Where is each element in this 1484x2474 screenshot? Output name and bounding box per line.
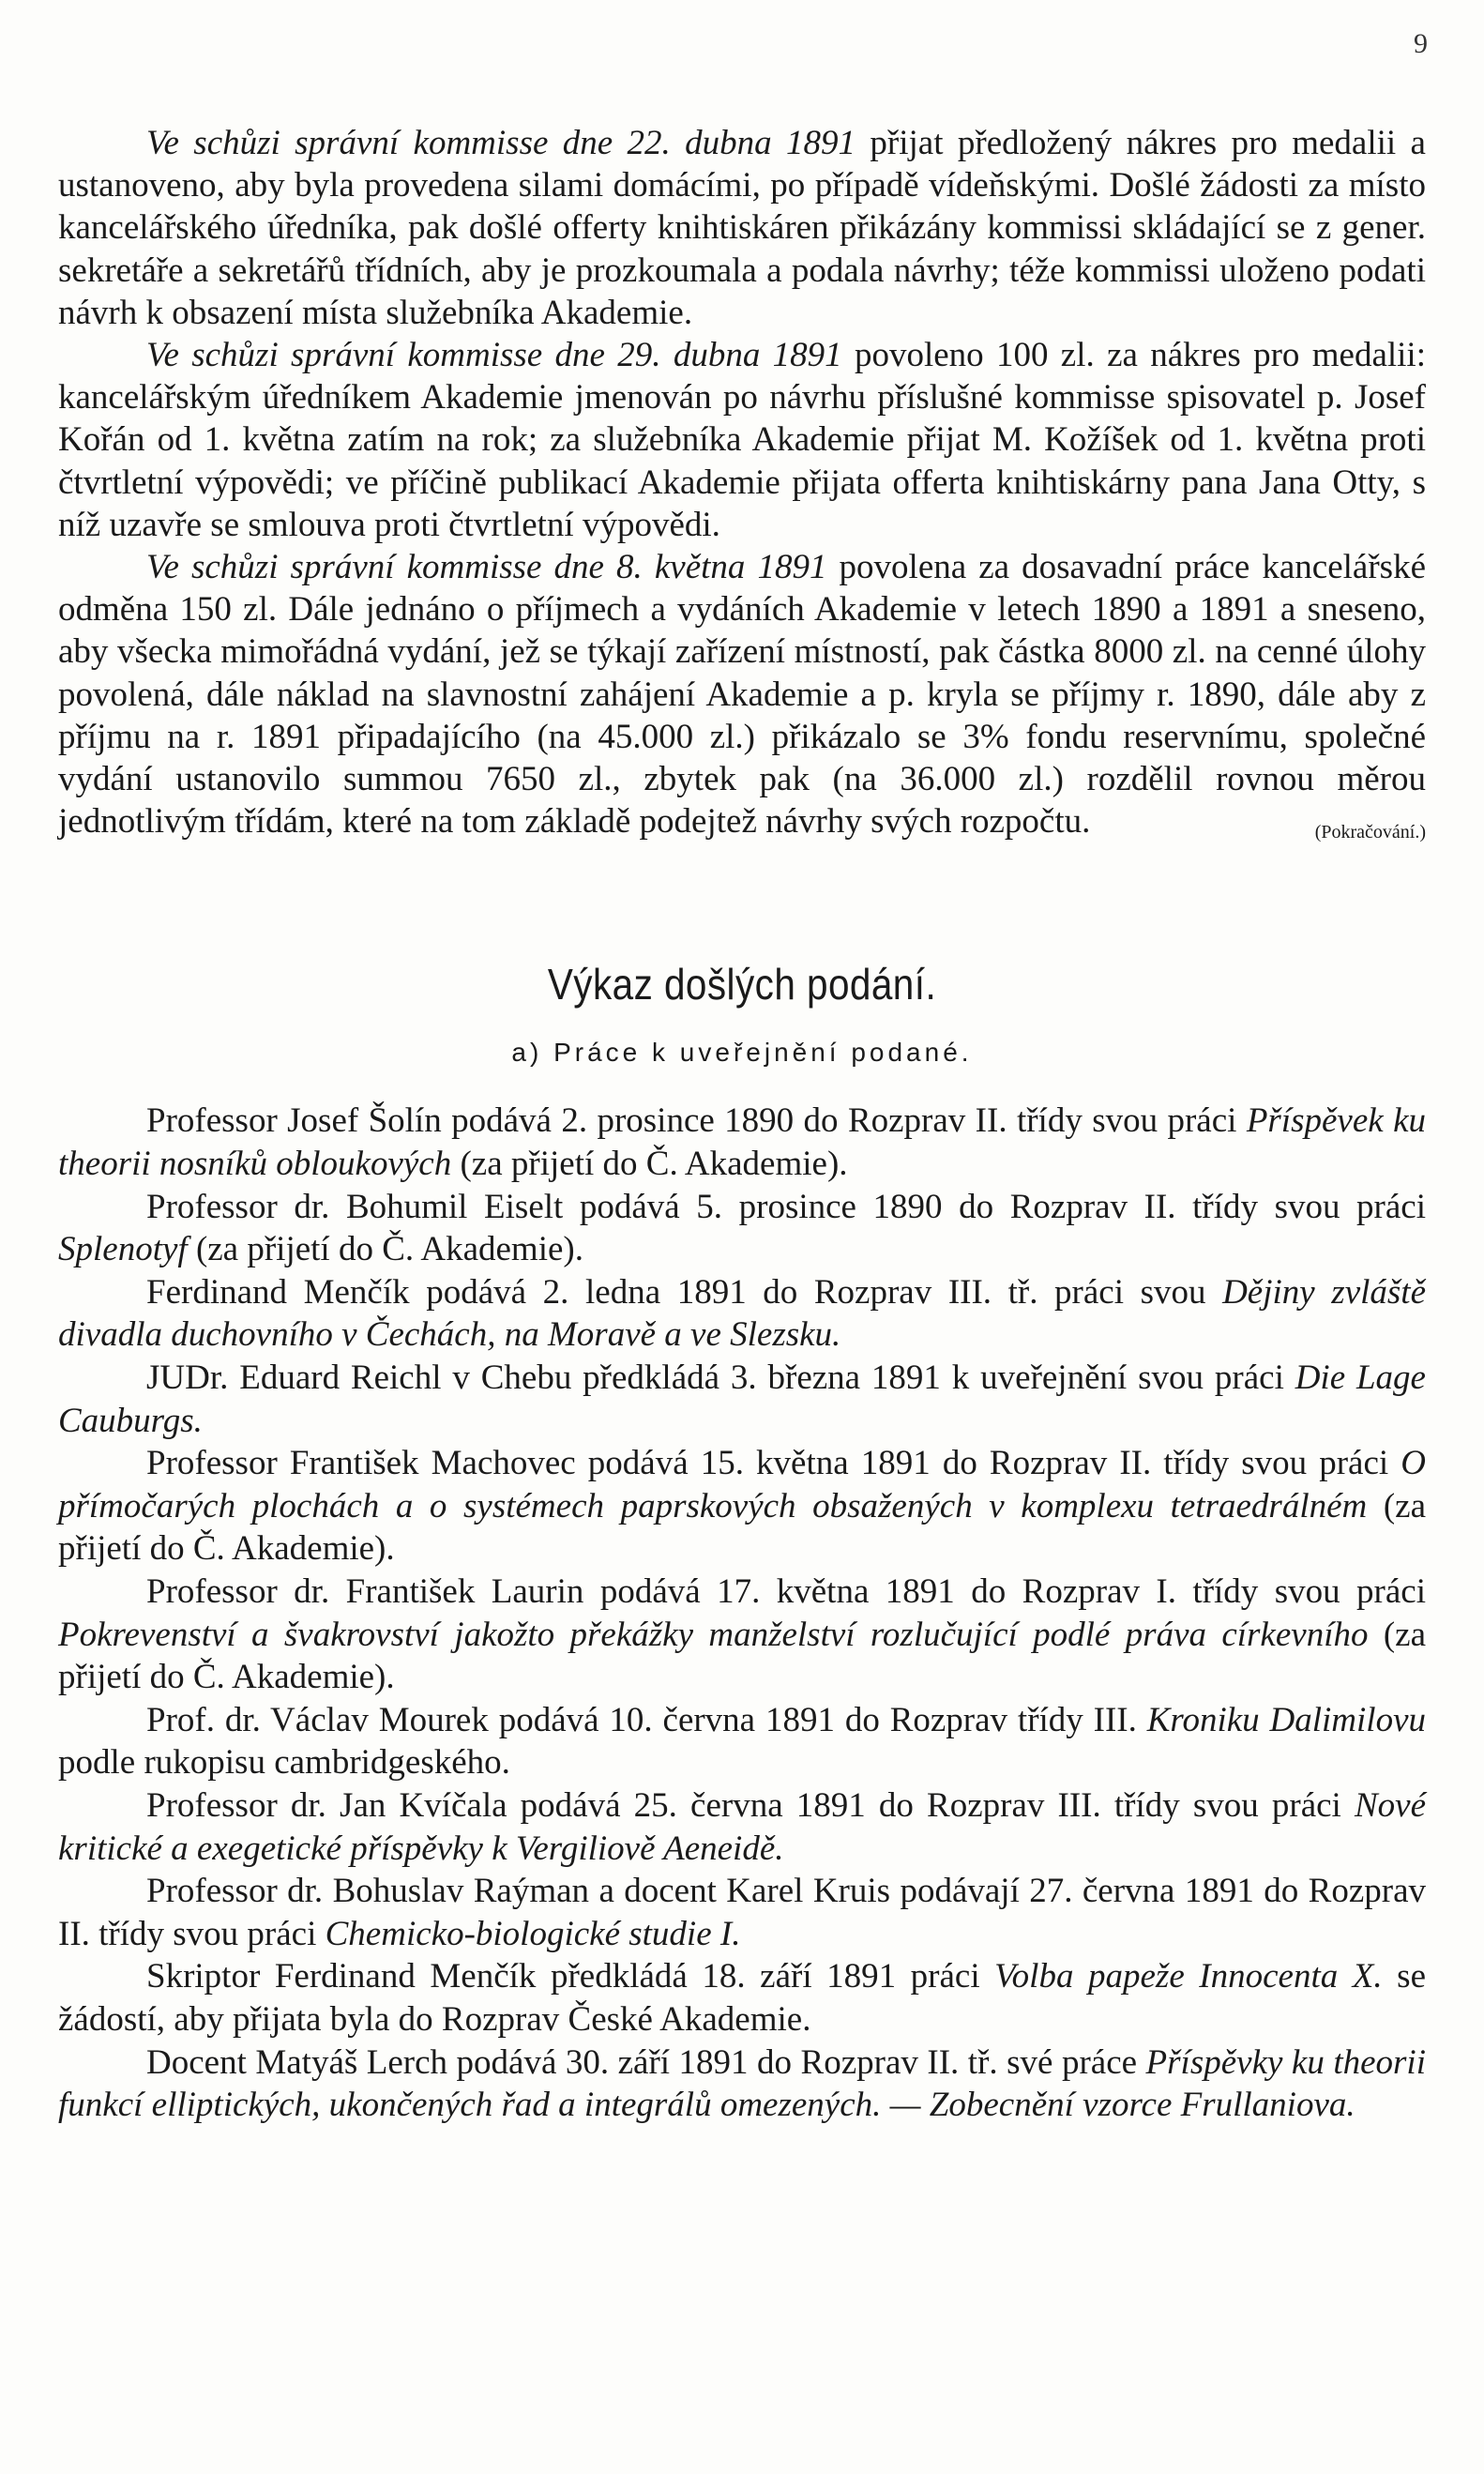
entry-title: Příspěvek ku theorii nosníků obloukových — [58, 1101, 1427, 1184]
minutes-paragraph — [58, 334, 1426, 546]
meeting-date: Ve schůzi správní kommisse dne 22. dubna 1891 — [146, 124, 856, 162]
entry-title: Chemicko-biologické studie I. — [325, 1914, 741, 1953]
submission-entry — [58, 2041, 1426, 2127]
entry-author: Professor dr. Bohuslav Raýman a docent Karel Kruis podávají 27. června 1891 do Rozprav II. třídy svou práci — [58, 1872, 1426, 1953]
entry-title: Dějiny zvláště divadla duchovního v Čechách, na Moravě a ve Slezsku. — [58, 1272, 1426, 1355]
submission-entry — [58, 1699, 1426, 1784]
submissions-list — [58, 1100, 1426, 2126]
entry-author: Prof. dr. Václav Mourek podává 10. června 1891 do Rozprav třídy III. — [146, 1700, 1147, 1739]
meeting-date: Ve schůzi správní kommisse dne 29. dubna 1891 — [146, 336, 842, 375]
meeting-text: povoleno 100 zl. za nákres pro medalii: kancelářským úředníkem Akademie jmenován po návrhu příslušné kommisse spisovatel p. Josef Kořán od 1. května zatím na rok; za služebníka Akademie přijat M. Kožíšek od 1. května proti čtvrtletní výpovědi; ve příčině publikací Akademie přijata offerta knihtiskárny pana Jana Otty, s níž uzavře se smlouva proti čtvrtletní výpovědi. — [58, 336, 1426, 544]
entry-note: (za přijetí do Č. Akademie). — [187, 1230, 583, 1269]
submission-entry — [58, 1357, 1426, 1442]
submission-entry — [58, 1186, 1426, 1271]
entry-author: Docent Matyáš Lerch podává 30. září 1891 do Rozprav II. tř. své práce — [146, 2042, 1146, 2082]
entry-note: (za přijetí do Č. Akademie). — [58, 1486, 1426, 1569]
entry-author: Professor Josef Šolín podává 2. prosince 1890 do Rozprav II. třídy svou práci — [146, 1101, 1247, 1141]
continued-label: (Pokračování.) — [1314, 822, 1426, 843]
entry-author: Skriptor Ferdinand Menčík předkládá 18. září 1891 práci — [146, 1957, 995, 1996]
submission-entry — [58, 1784, 1426, 1870]
minutes-paragraph — [58, 122, 1426, 334]
entry-note: se žádostí, aby přijata byla do Rozprav České Akademie. — [58, 1957, 1426, 2039]
entry-author: Professor František Machovec podává 15. května 1891 do Rozprav II. třídy svou práci — [146, 1444, 1401, 1483]
entry-note: (za přijetí do Č. Akademie). — [58, 1615, 1426, 1697]
entry-author: Professor dr. Bohumil Eiselt podává 5. prosince 1890 do Rozprav II. třídy svou práci — [146, 1187, 1426, 1226]
submission-entry — [58, 1271, 1426, 1357]
minutes-paragraph — [58, 546, 1426, 842]
entry-title: Die Lage Cauburgs. — [58, 1358, 1426, 1440]
text-column — [58, 122, 1426, 2127]
section-heading: Výkaz došlých podání. — [547, 960, 937, 1009]
page-number: 9 — [1414, 28, 1428, 59]
entry-author: Professor dr. Jan Kvíčala podává 25. června 1891 do Rozprav III. třídy svou práci — [146, 1785, 1355, 1825]
entry-title: Volba papeže Innocenta X. — [994, 1957, 1383, 1996]
entry-author: JUDr. Eduard Reichl v Chebu předkládá 3. března 1891 k uveřejnění svou práci — [146, 1358, 1295, 1398]
entry-title: Pokrevenství a švakrovství jakožto překážky manželství rozlučující podlé práva církevního — [58, 1615, 1369, 1654]
meeting-date: Ve schůzi správní kommisse dne 8. května 1891 — [146, 548, 827, 587]
entry-note: podle rukopisu cambridgeského. — [58, 1743, 510, 1783]
meeting-text: povolena za dosavadní práce kancelářské odměna 150 zl. Dále jednáno o příjmech a vydáních Akademie v letech 1890 a 1891 a sneseno, aby všecka mimořádná vydání, jež se týkají zařízení místností, pak částka 8000 zl. na cenné úlohy povolená, dále náklad na slavnostní zahájení Akademie a p. kryla se příjmy r. 1890, dále aby z příjmu na r. 1891 připadajícího (na 45.000 zl.) přikázalo se 3% fondu reservnímu, společné vydání ustanovilo summou 7650 zl., zbytek pak (na 36.000 zl.) rozdělil rovnou měrou jednotlivým třídám, které na tom základě podejtež návrhy svých rozpočtu. — [58, 548, 1426, 842]
entry-title: O přímočarých plochách a o systémech paprskových obsažených v komplexu tetraedrálném — [58, 1444, 1426, 1525]
entry-author: Professor dr. František Laurin podává 17. května 1891 do Rozprav I. třídy svou práci — [146, 1571, 1426, 1611]
meeting-text: přijat předložený nákres pro medalii a ustanoveno, aby byla provedena silami domácími, po případě vídeňskými. Došlé žádosti za místo kancelářského úředníka, pak došlé offerty knihtiskáren přikázány kommissi skládající se z gener. sekretáře a sekretářů třídních, aby je prozkoumala a podala návrhy; téže kommissi uloženo podati návrh k obsazení místa služebníka Akademie. — [58, 124, 1426, 332]
submission-entry — [58, 1100, 1426, 1185]
entry-note: (za přijetí do Č. Akademie). — [451, 1145, 848, 1184]
submission-entry — [58, 1870, 1426, 1955]
entry-title: Nové kritické a exegetické příspěvky k Vergiliově Aeneidě. — [58, 1785, 1426, 1868]
submission-entry — [58, 1955, 1426, 2041]
entry-title: Splenotyf — [58, 1230, 188, 1269]
entry-title: Kroniku Dalimilovu — [1146, 1700, 1426, 1739]
submission-entry — [58, 1571, 1426, 1699]
entry-author: Ferdinand Menčík podává 2. ledna 1891 do Rozprav III. tř. práci svou — [146, 1272, 1223, 1312]
section-subheading: a) Práce k uveřejnění podané. — [511, 1038, 973, 1068]
entry-title: Příspěvky ku theorii funkcí elliptických, ukončených řad a integrálů omezených. — Zobecnění vzorce Frullaniova. — [58, 2042, 1426, 2125]
submission-entry — [58, 1442, 1426, 1571]
